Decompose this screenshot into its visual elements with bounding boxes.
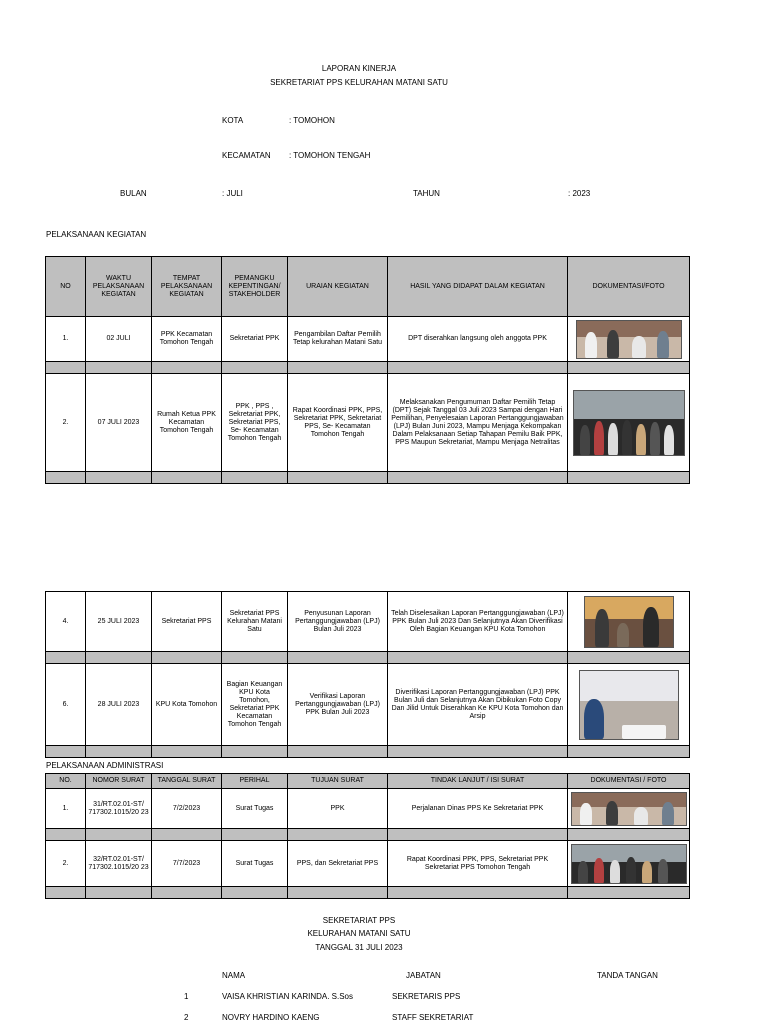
- col-header: PERIHAL: [222, 774, 288, 789]
- separator-row: [46, 829, 690, 841]
- cell-foto: [568, 664, 690, 746]
- signer-name: VAISA KHRISTIAN KARINDA. S.Sos: [222, 992, 353, 1001]
- cell-no: 6.: [46, 664, 86, 746]
- cell-uraian: Pengambilan Daftar Pemilih Tetap kelurahan Matani Satu: [288, 317, 388, 362]
- col-header: NO: [46, 257, 86, 317]
- signer-jabatan: STAFF SEKRETARIAT: [392, 1013, 474, 1022]
- cell-tindak-lanjut: Rapat Koordinasi PPK, PPS, Sekretariat PPK Sekretariat PPS Tomohon Tengah: [388, 841, 568, 887]
- bulan-value: : JULI: [222, 189, 243, 198]
- documentation-photo: [573, 390, 685, 456]
- table-header-row: [46, 257, 690, 317]
- cell-perihal: Surat Tugas: [222, 789, 288, 829]
- col-header: PEMANGKU KEPENTINGAN/ STAKEHOLDER: [222, 257, 288, 317]
- table-row: [46, 664, 690, 746]
- col-header: TINDAK LANJUT / ISI SURAT: [388, 774, 568, 789]
- col-header: DOKUMENTASI/FOTO: [568, 257, 690, 317]
- cell-stakeholder: Sekretariat PPS Kelurahan Matani Satu: [222, 592, 288, 652]
- cell-tempat: PPK Kecamatan Tomohon Tengah: [152, 317, 222, 362]
- cell-no: 4.: [46, 592, 86, 652]
- col-header: NO.: [46, 774, 86, 789]
- cell-nomor-surat: 31/RT.02.01-ST/ 717302.1015/20 23: [86, 789, 152, 829]
- documentation-photo: [579, 670, 679, 740]
- cell-stakeholder: PPK , PPS , Sekretariat PPK, Sekretariat PPS, Se- Kecamatan Tomohon Tengah: [222, 374, 288, 472]
- cell-uraian: Rapat Koordinasi PPK, PPS, Sekretariat PPK, Sekretariat PPS, Se- Kecamatan Tomohon Tengah: [288, 374, 388, 472]
- documentation-photo: [584, 596, 674, 648]
- cell-waktu: 02 JULI: [86, 317, 152, 362]
- separator-row: [46, 652, 690, 664]
- cell-uraian: Penyusunan Laporan Pertanggungjawaban (LPJ) Bulan Juli 2023: [288, 592, 388, 652]
- cell-no: 1.: [46, 789, 86, 829]
- separator-row: [46, 472, 690, 484]
- cell-foto: [568, 789, 690, 829]
- footer-line-2: KELURAHAN MATANI SATU: [307, 929, 411, 938]
- col-jabatan: JABATAN: [406, 971, 441, 980]
- separator-row: [46, 362, 690, 374]
- col-header: TEMPAT PELAKSANAAN KEGIATAN: [152, 257, 222, 317]
- kegiatan-table: [45, 256, 690, 484]
- cell-hasil: Diverifikasi Laporan Pertanggungjawaban (LPJ) PPK Bulan Juli dan Selanjutnya Akan Dibikukan Foto Copy Dan Jilid Untuk Diserahkan Ke KPU Kota Tomohon dan Arsip: [388, 664, 568, 746]
- kegiatan-table-continued: [45, 591, 690, 758]
- documentation-photo: [571, 792, 687, 826]
- cell-uraian: Verifikasi Laporan Pertanggungjawaban (LPJ) PPK Bulan Juli 2023: [288, 664, 388, 746]
- cell-no: 1.: [46, 317, 86, 362]
- kota-value: : TOMOHON: [289, 116, 335, 125]
- kecamatan-label: KECAMATAN: [222, 151, 271, 160]
- section-administrasi-title: PELAKSANAAN ADMINISTRASI: [46, 761, 164, 770]
- separator-row: [46, 887, 690, 899]
- col-header: NOMOR SURAT: [86, 774, 152, 789]
- bulan-label: BULAN: [120, 189, 147, 198]
- cell-foto: [568, 317, 690, 362]
- col-tanda-tangan: TANDA TANGAN: [597, 971, 658, 980]
- cell-tempat: Rumah Ketua PPK Kecamatan Tomohon Tengah: [152, 374, 222, 472]
- table-row: [46, 789, 690, 829]
- documentation-photo: [576, 320, 682, 359]
- tahun-value: : 2023: [568, 189, 591, 198]
- footer-line-3: TANGGAL 31 JULI 2023: [315, 943, 403, 952]
- cell-tanggal-surat: 7/7/2023: [152, 841, 222, 887]
- cell-nomor-surat: 32/RT.02.01-ST/ 717302.1015/20 23: [86, 841, 152, 887]
- table-row: [46, 317, 690, 362]
- table-row: [46, 592, 690, 652]
- cell-hasil: Telah Diselesaikan Laporan Pertanggungjawaban (LPJ) PPK Bulan Juli 2023 Dan Selanjutnya Akan Diverifikasi Oleh Bagian Keuangan KPU Kota Tomohon: [388, 592, 568, 652]
- cell-foto: [568, 592, 690, 652]
- cell-foto: [568, 841, 690, 887]
- col-header: HASIL YANG DIDAPAT DALAM KEGIATAN: [388, 257, 568, 317]
- cell-no: 2.: [46, 841, 86, 887]
- cell-stakeholder: Sekretariat PPK: [222, 317, 288, 362]
- cell-waktu: 25 JULI 2023: [86, 592, 152, 652]
- kecamatan-value: : TOMOHON TENGAH: [289, 151, 371, 160]
- signer-name: NOVRY HARDINO KAENG: [222, 1013, 320, 1022]
- signer-no: 2: [184, 1013, 189, 1022]
- report-title: LAPORAN KINERJA: [321, 64, 397, 73]
- cell-waktu: 07 JULI 2023: [86, 374, 152, 472]
- report-subtitle: SEKRETARIAT PPS KELURAHAN MATANI SATU: [270, 78, 448, 87]
- cell-hasil: Melaksanakan Pengumuman Daftar Pemilih Tetap (DPT) Sejak Tanggal 03 Juli 2023 Sampai dengan Hari Pemilihan, Penyelesaian Laporan Pertanggungjawaban (LPJ) Bulan Juni 2023, Mampu Menjaga Kekompakan Dalam Pelaksanaan Setiap Tahapan Pemilu Baik PPK, PPS Maupun Sekretariat, Mampu Menjaga Netralitas: [388, 374, 568, 472]
- col-header: TUJUAN SURAT: [288, 774, 388, 789]
- col-nama: NAMA: [222, 971, 246, 980]
- cell-tempat: Sekretariat PPS: [152, 592, 222, 652]
- cell-tindak-lanjut: Perjalanan Dinas PPS Ke Sekretariat PPK: [388, 789, 568, 829]
- cell-tanggal-surat: 7/2/2023: [152, 789, 222, 829]
- cell-foto: [568, 374, 690, 472]
- kota-label: KOTA: [222, 116, 244, 125]
- cell-stakeholder: Bagian Keuangan KPU Kota Tomohon, Sekretariat PPK Kecamatan Tomohon Tengah: [222, 664, 288, 746]
- section-kegiatan-title: PELAKSANAAN KEGIATAN: [46, 230, 147, 239]
- col-header: WAKTU PELAKSANAAN KEGIATAN: [86, 257, 152, 317]
- cell-waktu: 28 JULI 2023: [86, 664, 152, 746]
- signer-no: 1: [184, 992, 189, 1001]
- col-header: URAIAN KEGIATAN: [288, 257, 388, 317]
- table-row: [46, 374, 690, 472]
- cell-no: 2.: [46, 374, 86, 472]
- documentation-photo: [571, 844, 687, 884]
- col-header: DOKUMENTASI / FOTO: [568, 774, 690, 789]
- administrasi-table: [45, 773, 690, 899]
- cell-hasil: DPT diserahkan langsung oleh anggota PPK: [388, 317, 568, 362]
- cell-tempat: KPU Kota Tomohon: [152, 664, 222, 746]
- cell-tujuan: PPK: [288, 789, 388, 829]
- separator-row: [46, 746, 690, 758]
- col-header: TANGGAL SURAT: [152, 774, 222, 789]
- table-row: [46, 841, 690, 887]
- table-header-row: [46, 774, 690, 789]
- tahun-label: TAHUN: [413, 189, 440, 198]
- cell-perihal: Surat Tugas: [222, 841, 288, 887]
- signer-jabatan: SEKRETARIS PPS: [392, 992, 461, 1001]
- cell-tujuan: PPS, dan Sekretariat PPS: [288, 841, 388, 887]
- footer-line-1: SEKRETARIAT PPS: [322, 916, 396, 925]
